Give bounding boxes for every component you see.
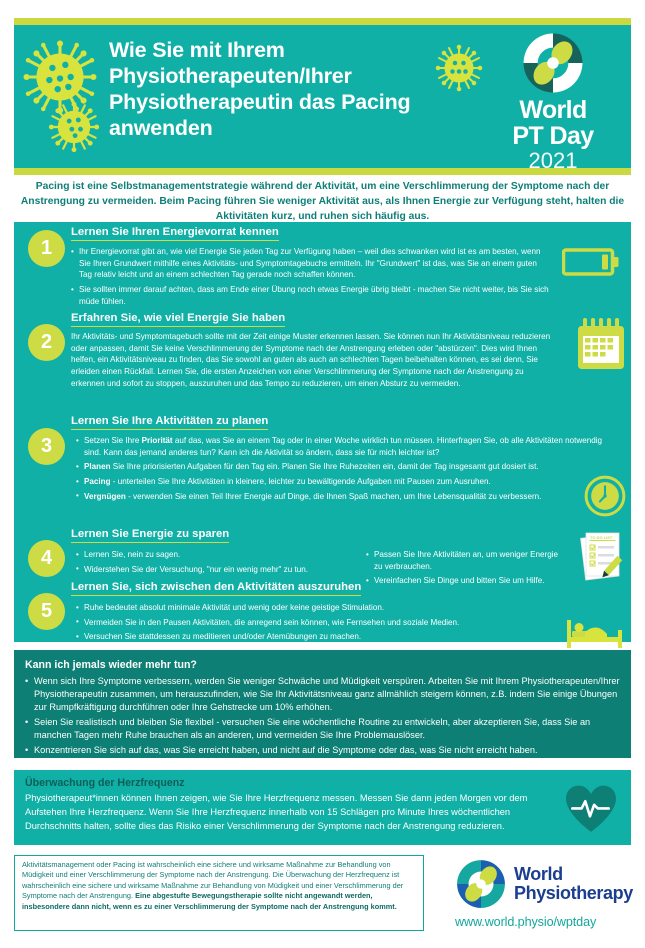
website-url[interactable]: www.world.physio/wptday	[455, 915, 597, 929]
header-top-rule	[14, 18, 631, 25]
section-body-4-left	[76, 549, 361, 578]
bullet: • Wenn sich Ihre Symptome verbessern, werden Sie weniger Schwäche und Müdigkeit verspüren. Arbeiten Sie mit Ihrem Physiotherapeuten/Ihrer Physiotherapeutin zusammen, um herauszufinden, wie Sie Ihr Aktivitätsniveau ganz allmählich steigern können, z.B. indem Sie einige Übungen zur Rumpfkräftigung durchführen oder Ihre Gehstrecke um 10% erhöhen.	[25, 675, 620, 714]
bullet	[76, 461, 616, 473]
section-body-1	[71, 246, 551, 311]
world-physiotherapy-mark-icon	[455, 858, 507, 910]
world-pt-day-logo	[489, 31, 617, 168]
world-physiotherapy-logo	[455, 858, 645, 929]
header-bottom-rule	[14, 168, 631, 175]
bullet: • Widerstehen Sie der Versuchung, "nur ein wenig mehr" zu tun.	[76, 564, 361, 576]
bullet: • Ihr Energievorrat gibt an, wie viel Energie Sie jeden Tag zur Verfügung haben – weil dies schwanken wird ist es am besten, wenn Sie Ihren Grundwert mithilfe eines Aktivitäts- und Symptomtagebuchs ermitteln. Ihr "Grundwert" ist das, was Sie an einem guten Tag relativ leicht und an einem schlechten Tag gerade noch schaffen können.	[71, 246, 551, 281]
section-heading-2: Erfahren Sie, wie viel Energie Sie haben	[71, 312, 285, 327]
bed-icon	[565, 612, 627, 652]
heart-rate-section	[14, 770, 631, 845]
bullet: • Passen Sie Ihre Aktivitäten an, um weniger Energie zu verbrauchen.	[366, 549, 564, 572]
todo-list-icon	[576, 529, 626, 585]
steps-panel	[14, 222, 631, 642]
bullet: • Vermeiden Sie in den Pausen Aktivitäten, die anregend sein können, wie Fernsehen und soziale Medien.	[76, 617, 566, 629]
disclaimer-bold: Eine abgestufte Bewegungstherapie sollte nicht angewandt werden, insbesondere dann nicht, wenn es zu einer Verschlimmerung der Symptome nach der Anstrengung kommt.	[22, 891, 397, 911]
bullet-keyword: Priorität	[141, 436, 173, 445]
section-heading-5: Lernen Sie, sich zwischen den Aktivitäten auszuruhen	[71, 581, 361, 596]
logo-line1: World	[514, 863, 563, 884]
bullet	[76, 476, 616, 488]
bullet-text-after: auf das, was Sie an einem Tag oder in einer Woche wirklich tun müssen. Hinterfragen Sie, ob alle Aktivitäten notwendig sind. Kann das jemand anderes tun? Kann ich die Aktivität so ändern, dass sie für mich leichter ist?	[84, 436, 602, 457]
bullet: • Seien Sie realistisch und bleiben Sie flexibel - versuchen Sie eine wöchentliche Routine zu entwickeln, aber akzeptieren Sie, dass Sie an manchen Tagen mehr Ruhe brauchen als an anderen, und vermeiden Sie Ihre Problemauslöser.	[25, 716, 620, 742]
bullet	[76, 435, 616, 458]
header	[14, 18, 631, 175]
disclaimer-text	[22, 860, 416, 912]
section-number-2: 2	[28, 324, 65, 361]
svg-text:TO DO LIST: TO DO LIST	[590, 535, 613, 540]
wpt-logo-year: 2021	[528, 148, 578, 168]
intro-paragraph: Pacing ist eine Selbstmanagementstrategie während der Aktivität, um eine Verschlimmerung der Symptome nach der Anstrengung zu vermeiden. Beim Pacing führen Sie weniger Aktivität aus, als Ihnen Energie zur Verfügung steht, halten die Aktivitäten kurz, und ruhen sich häufig aus.	[20, 181, 625, 222]
wpt-logo-line2: PT Day	[512, 121, 594, 150]
bullet	[76, 491, 616, 503]
bullet: • Vereinfachen Sie Dinge und bitten Sie um Hilfe.	[366, 575, 564, 587]
section-number-4: 4	[28, 540, 65, 577]
bullet: • Sie sollten immer darauf achten, dass am Ende einer Übung noch etwas Energie übrig bleibt - machen Sie nicht weiter, bis Sie sich müde fühlen.	[71, 284, 551, 307]
heart-rate-text: Physiotherapeut*innen können Ihnen zeigen, wie Sie Ihre Herzfrequenz messen. Messen Sie dann jeden Morgen vor dem Aufstehen Ihre Herzfrequenz. Wenn Sie Ihre Herzfrequenz innerhalb von 15 Schlägen pro Minute Ihres wöchentlichen Durchschnitts halten, sollte dies das Risiko einer Verschlimmerung der Symptome nach der Anstrengung reduzieren.	[25, 793, 528, 831]
more-section	[14, 650, 631, 758]
virus-icon-small-left	[47, 100, 101, 154]
section-body-2	[71, 331, 554, 393]
more-section-title: Kann ich jemals wieder mehr tun?	[25, 659, 197, 671]
section-heading-4: Lernen Sie Energie zu sparen	[71, 528, 229, 543]
calendar-icon	[576, 317, 626, 371]
heart-rate-title: Überwachung der Herzfrequenz	[25, 777, 185, 789]
section-body-4-right	[366, 549, 564, 590]
wpt-logo-line1: World	[519, 96, 587, 124]
disclaimer-part1: Aktivitätsmanagement oder Pacing ist wahrscheinlich eine sichere und wirksame Maßnahme zur Behandlung von Müdigkeit und einer Verschlimmerung der Symptome nach der Anstrengung. Die Überwachung der Herzfrequenz ist wahrscheinlich eine sichere und wirksame Maßnahme zur Behandlung von Müdigkeit und einer Verschlimmerung der Symptome nach der Anstrengung.	[22, 860, 404, 901]
logo-wordmark	[514, 865, 633, 903]
section-heading-3: Lernen Sie Ihre Aktivitäten zu planen	[71, 415, 268, 430]
battery-icon	[562, 246, 620, 278]
bullet-keyword: Planen	[84, 462, 111, 472]
section-number-1: 1	[28, 230, 65, 267]
wpt-day-mark-icon	[521, 31, 585, 95]
bullet: • Konzentrieren Sie sich auf das, was Sie erreicht haben, und nicht auf die Symptome oder das, was Sie nicht erreicht haben.	[25, 744, 620, 757]
logo-row	[455, 858, 645, 910]
section-body-3	[76, 435, 616, 506]
more-section-body	[25, 675, 620, 757]
logo-line2: Physiotherapy	[514, 883, 633, 903]
page-title: Wie Sie mit Ihrem Physiotherapeuten/Ihrer Physiotherapeutin das Pacing anwenden	[109, 38, 411, 140]
bullet-keyword: Vergnügen	[84, 491, 126, 501]
bullet-text-after: - unterteilen Sie Ihre Aktivitäten in kleinere, leichter zu bewältigende Aufgaben mit Pausen zum Ausruhen.	[110, 477, 491, 487]
paragraph: Ihr Aktivitäts- und Symptomtagebuch sollte mit der Zeit einige Muster erkennen lassen. Sie können nun Ihr Aktivitätsniveau reduzieren oder anpassen, damit Sie keine Verschlimmerung der Symptome nach der Anstrengung erleben oder "abstürzen". Dies wird Ihnen helfen, ein Aktivitätsniveau zu finden, das Sie sowohl an guten als auch an schlechten Tagen beibehalten können, es sei denn, Sie erleiden einen Rückfall. Lernen Sie, die ersten Anzeichen von einer Verschlimmerung der Symptome nach der Anstrengung zu erkennen und sofort zu stoppen, auszuruhen und das Tempo zu reduzieren, um einen Absturz zu vermeiden.	[71, 332, 551, 388]
bullet: • Ruhe bedeutet absolut minimale Aktivität und wenig oder keine geistige Stimulation.	[76, 602, 566, 614]
bullet-text-after: - verwenden Sie einen Teil Ihrer Energie auf Dinge, die Ihnen Spaß machen, um Ihre Lebensqualität zu verbessern.	[125, 491, 542, 501]
header-banner	[14, 25, 631, 168]
section-number-3: 3	[28, 428, 65, 465]
section-body-5	[76, 602, 566, 646]
disclaimer-box	[14, 855, 424, 931]
bullet-text-before: Setzen Sie Ihre	[84, 436, 142, 445]
clock-icon	[584, 475, 626, 517]
heart-pulse-icon	[565, 784, 617, 834]
section-number-5: 5	[28, 593, 65, 630]
bullet-keyword: Pacing	[84, 477, 111, 487]
bullet-text-after: Sie Ihre priorisierten Aufgaben für den Tag ein. Planen Sie Ihre Ruhezeiten ein, damit der Tag insgesamt gut dosiert ist.	[110, 462, 539, 472]
section-heading-1: Lernen Sie Ihren Energievorrat kennen	[71, 226, 279, 241]
bullet: • Lernen Sie, nein zu sagen.	[76, 549, 361, 561]
bullet: • Versuchen Sie stattdessen zu meditieren und/oder Atemübungen zu machen.	[76, 631, 566, 643]
